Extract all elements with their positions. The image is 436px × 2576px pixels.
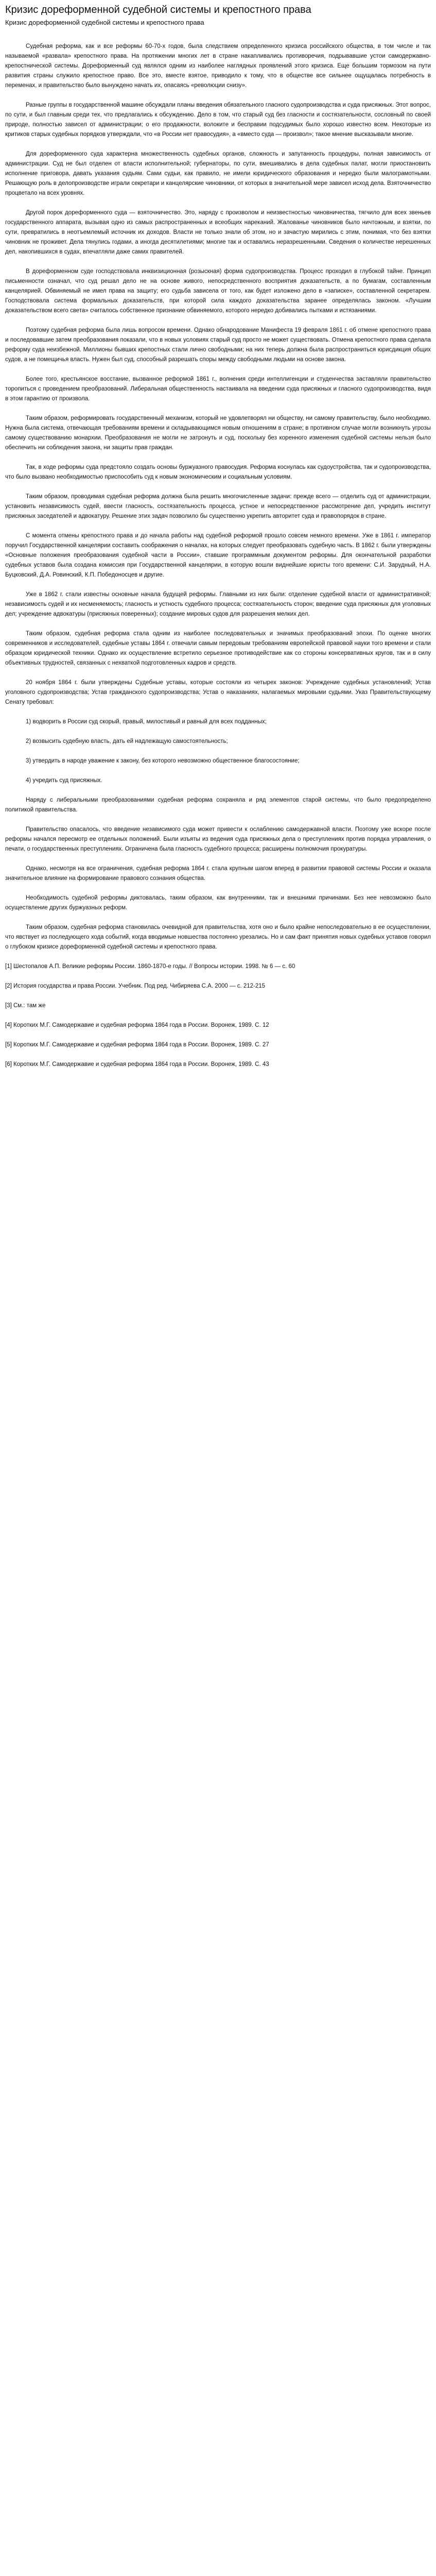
list-item: 2) возвысить судебную власть, дать ей надлежащую самостоятельность;	[26, 738, 228, 744]
list-item: 1) водворить в России суд скорый, правый, милостивый и равный для всех подданных;	[26, 719, 267, 725]
paragraph: Таким образом, судебная реформа становилась очевидной для правительства, хотя оно и было крайне непоследовательно в ее осуществлении, что явствует из последующего хода событий, когда вводимые новшества постоянно урезались. Но и сам факт принятия новых судебных уставов говорил о глубоком кризисе дореформенной судебной системы и крепостного права.	[5, 924, 431, 950]
paragraph: Так, в ходе реформы суда предстояло создать основы буржуазного правосудия. Реформа коснулась как судоустройства, так и судопроизводства, что было вызвано необходимостью приспособить суд к новым экономическим и социальным условиям.	[5, 464, 431, 480]
reference-item: [5] Коротких М.Г. Самодержавие и судебная реформа 1864 года в России. Воронеж, 1989. С. 27	[5, 1042, 269, 1048]
paragraph: Более того, крестьянское восстание, вызванное реформой 1861 г., волнения среди интеллигенции и студенчества заставляли правительство торопиться с проведением преобразований. Либеральная общественность настаивала на введении суда присяжных и гласного судопроизводства, видя в этом гарантию от произвола.	[5, 376, 431, 402]
paragraph: Правительство опасалось, что введение независимого суда может привести к ослаблению самодержавной власти. Поэтому уже вскоре после реформы начался пересмотр ее отдельных положений. Были изъяты из ведения суда присяжных дела о преступлениях против порядка управления, о печати, о государственных преступлениях. Ограничена была гласность судебного процесса; расширены полномочия прокуратуры.	[5, 826, 431, 852]
paragraph: Таким образом, проводимая судебная реформа должна была решить многочисленные задачи: прежде всего — отделить суд от администрации, установить независимость судей, ввести гласность, состязательность процесса, устное и непосредственное рассмотрение дел, учредить институт присяжных заседателей и адвокатуру. Решение этих задач позволило бы существенно укрепить авторитет суда и правопорядок в стране.	[5, 494, 431, 519]
paragraph: Необходимость судебной реформы диктовалась, таким образом, как внутренними, так и внешними причинами. Без нее невозможно было осуществление других буржуазных реформ.	[5, 895, 431, 911]
reference-item: [4] Коротких М.Г. Самодержавие и судебная реформа 1864 года в России. Воронеж, 1989. С. 12	[5, 1022, 269, 1028]
paragraph: Судебная реформа, как и все реформы 60-70-х годов, была следствием определенного кризиса российского общества, в том числе и так называемой «развала» крепостного права. На протяжении многих лет в стране накапливались противоречия, подрывавшие устои самодержавно-крепостнической системы. Дореформенный суд являлся одним из наиболее наглядных проявлений этого кризиса. Еще большим тормозом на пути развития страны служило крепостное право. Все это, вместе взятое, приводило к тому, что в обществе все сильнее ощущалась потребность в переменах, и правительство было вынуждено начать их, опасаясь «революции снизу».	[5, 43, 431, 89]
paragraph: В дореформенном суде господствовала инквизиционная (розыскная) форма судопроизводства. Процесс проходил в глубокой тайне. Принцип письменности означал, что суд решал дело не на основе живого, непосредственного восприятия доказательств, а по бумагам, составленным канцелярией. Обвиняемый не имел права на защиту; его судьба зависела от того, как будет изложено дело в «записке», составленной секретарем. Господствовала система формальных доказательств, при которой сила каждого доказательства заранее определялась законом. «Лучшим доказательством всего света» считалось собственное признание обвиняемого, которого нередко добивались пытками и истязаниями.	[5, 268, 431, 314]
reference-item: [2] История государства и права России. Учебник. Под ред. Чибиряева С.А. 2000 — с. 212-215	[5, 983, 266, 989]
section-c	[5, 795, 431, 952]
paragraph: Наряду с либеральными преобразованиями судебная реформа сохраняла и ряд элементов старой системы, что было предопределено политикой правительства.	[5, 797, 431, 813]
numbered-list	[5, 717, 431, 786]
paragraph: Другой порок дореформенного суда — взяточничество. Это, наряду с произволом и неизвестностью чиновничества, тягчило для всех звеньев государственного аппарата, вызывая одно из самых распространенных и всеобщих нареканий. Жалованье чиновников было ничтожным, и взятки, по сути, превратились в неотъемлемый источник их доходов. Власти не только знали об этом, но и зачастую мирились с этим, понимая, что без взятки чиновник не проживет. Дела тянулись годами, а иногда десятилетиями; многие так и оставались неразрешенными. Сведения о количестве нерешенных дел, накопившихся в судах, впечатляли даже самих правителей.	[5, 210, 431, 255]
references-list	[5, 962, 431, 1070]
list-intro: 20 ноября 1864 г. были утверждены Судебные уставы, которые состояли из четырех законов: Учреждение судебных установлений; Устав уголовного судопроизводства; Устав гражданского судопроизводства; Устав о наказаниях, налагаемых мировыми судьями. Указ Правительствующему Сенату требовал:	[5, 680, 431, 705]
paragraph: Однако, несмотря на все ограничения, судебная реформа 1864 г. стала крупным шагом вперед в развитии правовой системы России и оказала значительное влияние на формирование правового сознания общества.	[5, 866, 431, 882]
paragraph: Уже в 1862 г. стали известны основные начала будущей реформы. Главными из них были: отделение судебной власти от административной; независимость судей и их несменяемость; гласность и устность судебного процесса; состязательность сторон; введение суда присяжных для уголовных дел; учреждение адвокатуры (присяжных поверенных); создание мировых судов для разрешения мелких дел.	[5, 591, 431, 617]
section-a	[5, 42, 431, 521]
paragraph: Разные группы в государственной машине обсуждали планы введения обязательного гласного судопроизводства и суда присяжных. Этот вопрос, по сути, и был главным среди тех, что предлагались к обсуждению. Дело в том, что старый суд без гласности и состязательности, сословный по своей природе, полностью зависел от администрации; о его продажности, волоките и бесправии подсудимых было хорошо известно всем. Некоторые из критиков старых судебных порядков утверждали, что «в России нет правосудия», а «вместо суда — произвол»; такое мнение высказывали многие.	[5, 102, 431, 138]
page-subtitle: Кризис дореформенной судебной системы и крепостного права	[5, 19, 204, 26]
article-body	[5, 42, 431, 1070]
reference-item: [3] См.: там же	[5, 1003, 46, 1009]
section-b	[5, 531, 431, 668]
paragraph: Поэтому судебная реформа была лишь вопросом времени. Однако обнародование Манифеста 19 февраля 1861 г. об отмене крепостного права и последовавшие затем преобразования показали, что в новых условиях старый суд просто не может существовать. Отмена крепостного права сделала реформу суда неизбежной. Миллионы бывших крепостных стали лично свободными; на них теперь должна была распространиться юрисдикция общих судов, а не помещичья власть. Нужен был суд, способный разрешать споры между свободными людьми на основе закона.	[5, 327, 431, 363]
paragraph: Для дореформенного суда характерна множественность судебных органов, сложность и запутанность процедуры, полная зависимость от администрации. Суд не был отделен от власти исполнительной; губернаторы, по сути, вмешивались в дела судебных палат, могли приостановить исполнение приговора, давать указания судьям. Сами судьи, как правило, не имели юридического образования и нередко были малограмотными. Решающую роль в делопроизводстве играли секретари и канцелярские чиновники, от которых в значительной мере зависел исход дела. Взяточничество процветало на всех уровнях.	[5, 151, 431, 196]
reference-item: [1] Шестопалов А.П. Великие реформы России. 1860-1870-е годы. // Вопросы истории. 1998. № 6 — с. 60	[5, 963, 295, 970]
page-title: Кризис дореформенной судебной системы и крепостного права	[5, 4, 311, 15]
paragraph: Таким образом, реформировать государственный механизм, который не удовлетворял ни обществу, ни самому правительству, было необходимо. Нужна была система, отвечающая требованиям времени и складывающимся новым отношениям в стране; в противном случае могли возникнуть угрозы самому существованию монархии. Преобразования не могли не затронуть и суд, поскольку без коренного изменения судебной системы нельзя было обеспечить ни соблюдения закона, ни защиты прав граждан.	[5, 415, 431, 451]
list-item: 3) утвердить в народе уважение к закону, без которого невозможно общественное благосостояние;	[26, 758, 300, 764]
paragraph: С момента отмены крепостного права и до начала работы над судебной реформой прошло совсем немного времени. Уже в 1861 г. император поручил Государственной канцелярии составить соображения о началах, на которых следует преобразовать судебную часть. В 1862 г. были утверждены «Основные положения преобразования судебной части в России», ставшие программным документом реформы. Для окончательной разработки судебных уставов была создана комиссия при Государственной канцелярии, в которую вошли виднейшие юристы того времени: С.И. Зарудный, Н.А. Буцковский, Д.А. Ровинский, К.П. Победоносцев и другие.	[5, 533, 431, 578]
paragraph: Таким образом, судебная реформа стала одним из наиболее последовательных и значимых преобразований эпохи. По оценке многих современников и исследователей, судебные уставы 1864 г. отвечали самым передовым требованиям европейской правовой науки того времени и стали образцом юридической техники. Однако их осуществление встретило серьезное противодействие как со стороны консервативных кругов, так и в силу объективных трудностей, связанных с нехваткой подготовленных кадров и средств.	[5, 631, 431, 666]
page	[0, 0, 436, 1090]
list-item: 4) учредить суд присяжных.	[26, 777, 102, 784]
reference-item: [6] Коротких М.Г. Самодержавие и судебная реформа 1864 года в России. Воронеж, 1989. С. 43	[5, 1061, 269, 1067]
